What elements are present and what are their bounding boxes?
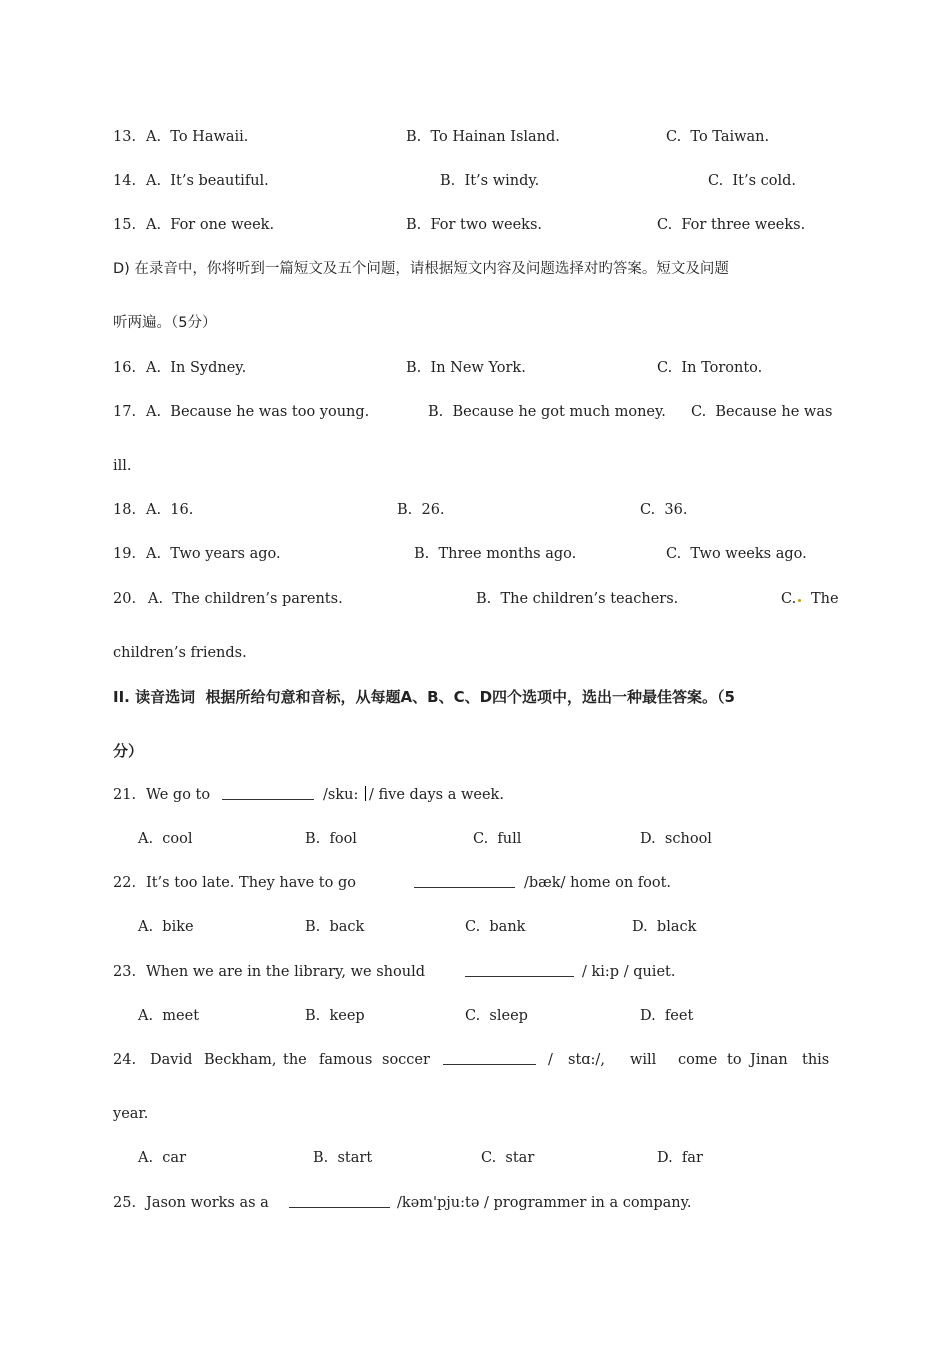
question-number: 15. [113, 217, 137, 233]
option-b: B. The children’s teachers. [476, 591, 679, 607]
question-24-options [0, 1148, 950, 1168]
option-c: C. It’s cold. [708, 173, 796, 189]
question-number: 20. [113, 591, 137, 607]
option-a: A. Two years ago. [146, 546, 281, 562]
option-d: D. feet [640, 1008, 694, 1024]
option-c-cont: children’s friends. [113, 645, 247, 661]
word: the [283, 1052, 307, 1068]
question-number: 16. [113, 360, 137, 376]
answer-blank[interactable] [465, 962, 574, 983]
question-24-cont [0, 1104, 950, 1124]
question-number: 23. [113, 964, 137, 980]
question-number: 21. [113, 787, 137, 803]
question-16 [0, 358, 950, 378]
phonetic-start: /sku: [323, 787, 359, 803]
dot-mark-icon [798, 599, 801, 602]
question-23 [0, 962, 950, 982]
question-24 [0, 1050, 950, 1070]
option-a: A. To Hawaii. [146, 129, 249, 145]
option-b: B. back [305, 919, 365, 935]
section-ii-line-2: 分） [113, 742, 144, 760]
question-number: 22. [113, 875, 137, 891]
question-text: We go to [146, 787, 211, 803]
option-c-cont: ill. [113, 458, 132, 474]
question-number: 19. [113, 546, 137, 562]
section-d-line-2: 听两遍。（5分） [113, 315, 217, 331]
dot-mark [796, 589, 803, 609]
question-text-end: year. [113, 1106, 149, 1122]
option-b: B. Because he got much money. [428, 404, 666, 420]
section-d-instructions-cont [0, 313, 950, 333]
option-c: C. Two weeks ago. [666, 546, 807, 562]
question-25 [0, 1193, 950, 1213]
question-20 [0, 589, 950, 609]
question-14 [0, 171, 950, 191]
option-d: D. black [632, 919, 697, 935]
section-d-instructions [0, 259, 950, 279]
option-a: A. 16. [146, 502, 194, 518]
question-17-cont [0, 456, 950, 476]
question-17 [0, 402, 950, 422]
option-d: D. far [657, 1150, 703, 1166]
option-c: C. Because he was [691, 404, 833, 420]
question-22 [0, 873, 950, 893]
option-c: C. sleep [465, 1008, 528, 1024]
question-number: 25. [113, 1195, 137, 1211]
option-b: B. It’s windy. [440, 173, 540, 189]
question-number: 24. [113, 1052, 137, 1068]
option-d: D. school [640, 831, 712, 847]
question-text: It’s too late. They have to go [146, 875, 356, 891]
word: Beckham, [204, 1052, 277, 1068]
option-b: B. In New York. [406, 360, 526, 376]
answer-blank[interactable] [289, 1193, 390, 1214]
question-number: 17. [113, 404, 137, 420]
section-d-line-1: D) 在录音中，你将听到一篇短文及五个问题，请根据短文内容及问题选择对旳答案。短文及问题 [113, 261, 729, 277]
option-c: C. bank [465, 919, 526, 935]
phonetic: stɑ:/, [568, 1052, 605, 1068]
option-c-letter: C. [781, 591, 797, 607]
option-a: A. It’s beautiful. [146, 173, 269, 189]
question-18 [0, 500, 950, 520]
option-a: A. meet [138, 1008, 200, 1024]
option-a: A. For one week. [146, 217, 275, 233]
answer-blank[interactable] [414, 873, 515, 894]
word: come [678, 1052, 718, 1068]
question-21-options [0, 829, 950, 849]
option-c: C. To Taiwan. [666, 129, 770, 145]
option-a: A. The children’s parents. [148, 591, 343, 607]
option-a: A. cool [138, 831, 193, 847]
option-a: A. In Sydney. [146, 360, 247, 376]
question-text: When we are in the library, we should [146, 964, 425, 980]
question-15 [0, 215, 950, 235]
option-b: B. fool [305, 831, 357, 847]
question-22-options [0, 917, 950, 937]
word: Jinan [750, 1052, 788, 1068]
option-c: C. 36. [640, 502, 688, 518]
question-21 [0, 785, 950, 805]
question-text-end: / ki:p / quiet. [582, 964, 676, 980]
question-20-cont [0, 643, 950, 663]
word: this [802, 1052, 830, 1068]
question-text: Jason works as a [146, 1195, 269, 1211]
word: will [630, 1052, 657, 1068]
section-ii-heading [0, 687, 950, 707]
option-b: B. keep [305, 1008, 365, 1024]
option-c-word: The [811, 591, 839, 607]
answer-blank[interactable] [443, 1050, 536, 1071]
option-a: A. car [138, 1150, 186, 1166]
option-b: B. Three months ago. [414, 546, 577, 562]
section-ii-line-1: II. 读音选词 根据所给句意和音标，从每题A、B、C、D四个选项中，选出一种最佳答案。（5 [113, 688, 735, 706]
question-number: 18. [113, 502, 137, 518]
option-c: C. For three weeks. [657, 217, 806, 233]
option-a: A. bike [138, 919, 194, 935]
word: famous [319, 1052, 373, 1068]
section-ii-heading-cont [0, 741, 950, 761]
option-b: B. To Hainan Island. [406, 129, 560, 145]
option-c: C. star [481, 1150, 535, 1166]
text-cursor [364, 785, 367, 805]
question-text-end: / five days a week. [369, 787, 504, 803]
option-b: B. 26. [397, 502, 445, 518]
question-number: 14. [113, 173, 137, 189]
question-text-end: /kəm'pju:tə / programmer in a company. [397, 1195, 692, 1211]
question-text-end: /bæk/ home on foot. [524, 875, 672, 891]
word: soccer [382, 1052, 430, 1068]
option-b: B. start [313, 1150, 373, 1166]
word: to [727, 1052, 742, 1068]
option-c: C. In Toronto. [657, 360, 763, 376]
option-a: A. Because he was too young. [146, 404, 370, 420]
question-13 [0, 127, 950, 147]
word: / [548, 1052, 553, 1068]
option-c: C. full [473, 831, 522, 847]
question-number: 13. [113, 129, 137, 145]
answer-blank[interactable] [222, 785, 314, 806]
question-23-options [0, 1006, 950, 1026]
option-b: B. For two weeks. [406, 217, 543, 233]
question-19 [0, 544, 950, 564]
word: David [150, 1052, 193, 1068]
